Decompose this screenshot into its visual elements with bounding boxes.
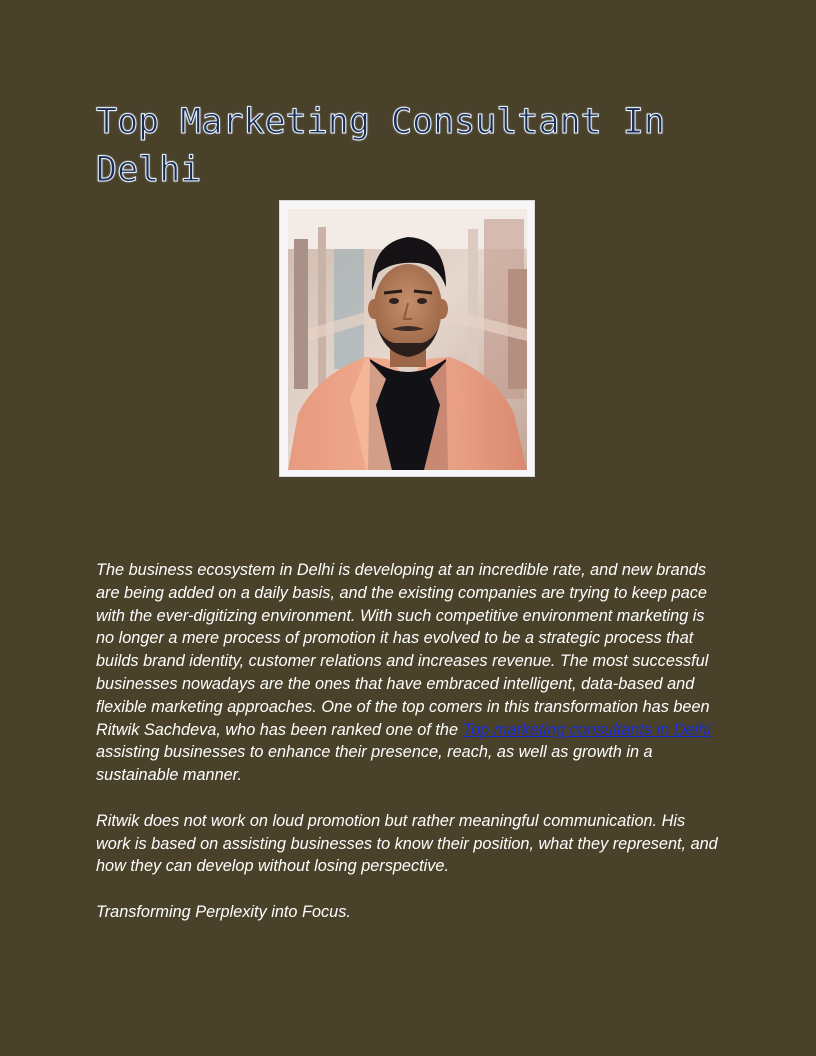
body-text: [96, 559, 722, 947]
paragraph-approach: Ritwik does not work on loud promotion but rather meaningful communication. His work is based on assisting businesses to know their position, what they represent, and how they can develop without losing perspective.: [96, 811, 718, 876]
paragraph-intro: [96, 559, 722, 787]
top-marketing-consultants-link[interactable]: Top marketing consultants in Delhi: [462, 720, 711, 739]
photo-frame: [279, 200, 535, 477]
portrait-photo-icon: [288, 209, 527, 470]
page-title: Top Marketing Consultant In Delhi: [96, 102, 665, 190]
paragraph-intro-text-end: assisting businesses to enhance their presence, reach, as well as growth in a sustainable manner.: [96, 743, 653, 785]
paragraph-intro-text-start: The business ecosystem in Delhi is developing at an incredible rate, and new brands are being added on a daily basis, and the existing companies are trying to keep pace with the ever-digitizing environment. With such competitive environment marketing is no longer a mere process of promotion it has evolved to be a strategic process that builds brand identity, customer relations and increases revenue. The most successful businesses nowadays are the ones that have embraced intelligent, data-based and flexible marketing approaches. One of the top comers in this transformation has been Ritwik Sachdeva, who has been ranked one of the: [96, 561, 710, 739]
paragraph-subheading: Transforming Perplexity into Focus.: [96, 902, 351, 921]
